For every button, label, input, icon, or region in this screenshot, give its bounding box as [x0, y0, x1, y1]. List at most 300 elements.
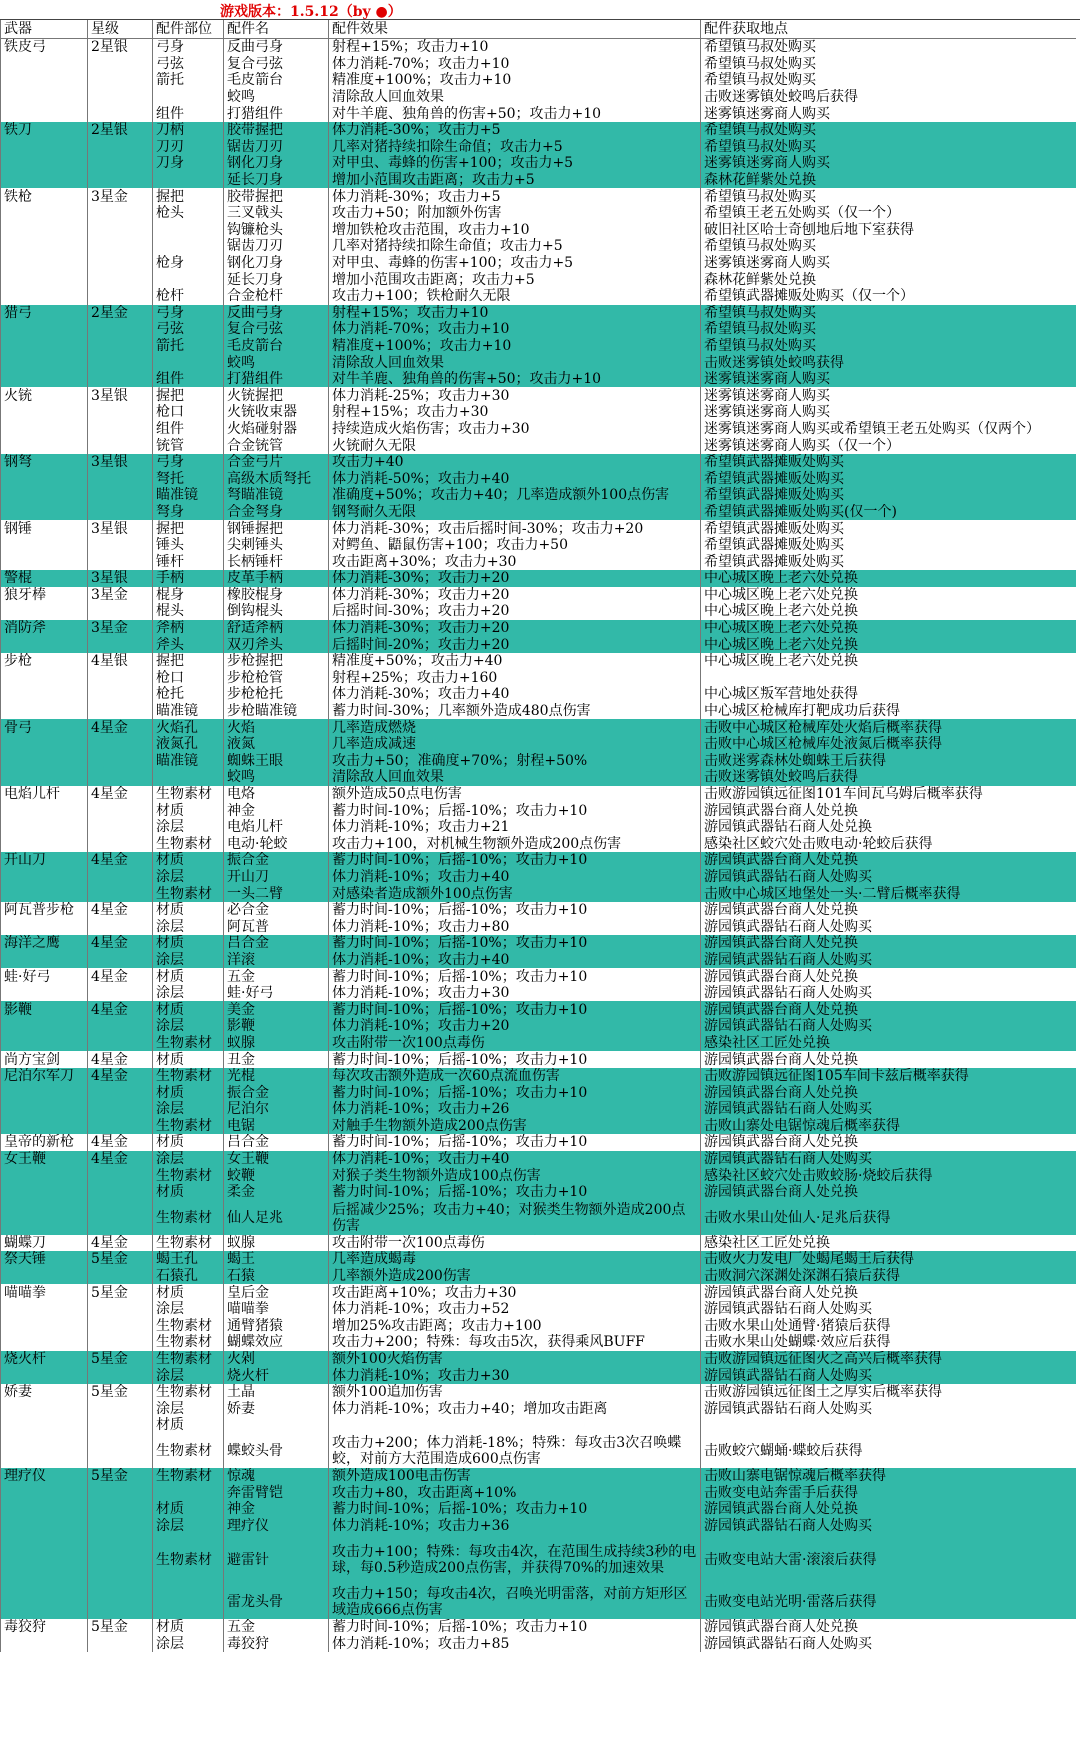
table-row — [1, 487, 1076, 504]
part-source-cell: 击败迷雾镇处蛟鸣后获得 — [701, 89, 1076, 106]
part-effect-cell: 体力消耗-10%；攻击力+21 — [329, 819, 701, 836]
star-cell: 4星金 — [88, 935, 153, 952]
part-name-cell: 胶带握把 — [224, 122, 329, 139]
weapon-cell — [1, 1268, 88, 1285]
star-cell: 2星银 — [88, 39, 153, 56]
table-row — [1, 1318, 1076, 1335]
weapon-cell — [1, 89, 88, 106]
weapon-cell — [1, 354, 88, 371]
part-effect-cell: 攻击力+40 — [329, 454, 701, 471]
table-row — [1, 1068, 1076, 1085]
part-source-cell: 游园镇武器钻石商人处购买 — [701, 1151, 1076, 1168]
weapon-cell — [1, 1367, 88, 1384]
part-slot-cell: 握把 — [153, 653, 224, 670]
part-name-cell: 喵喵拳 — [224, 1301, 329, 1318]
part-slot-cell: 弓身 — [153, 39, 224, 56]
star-cell: 3星银 — [88, 387, 153, 404]
weapon-cell — [1, 836, 88, 853]
part-source-cell: 迷雾镇迷雾商人购买 — [701, 387, 1076, 404]
part-name-cell: 娇妻 — [224, 1401, 329, 1418]
part-effect-cell: 体力消耗-10%；攻击力+36 — [329, 1517, 701, 1534]
part-slot-cell: 刀刃 — [153, 139, 224, 156]
part-slot-cell: 材质 — [153, 1184, 224, 1201]
part-slot-cell: 涂层 — [153, 1018, 224, 1035]
part-effect-cell: 体力消耗-25%；攻击力+30 — [329, 387, 701, 404]
part-name-cell: 火焰碰射器 — [224, 421, 329, 438]
weapon-cell: 铁刀 — [1, 122, 88, 139]
part-effect-cell: 蓄力时间-10%；后摇-10%；攻击力+10 — [329, 1619, 701, 1636]
weapon-cell — [1, 1517, 88, 1534]
part-slot-cell: 生物素材 — [153, 1534, 224, 1585]
part-source-cell: 击败中心城区地堡处一头·二臂后概率获得 — [701, 885, 1076, 902]
weapon-cell — [1, 686, 88, 703]
part-effect-cell: 增加铁枪攻击范围，攻击力+10 — [329, 222, 701, 239]
weapon-cell — [1, 918, 88, 935]
part-name-cell: 倒钩棍头 — [224, 603, 329, 620]
weapon-cell — [1, 504, 88, 521]
part-effect-cell: 攻击力+100；铁枪耐久无限 — [329, 288, 701, 305]
part-effect-cell: 几率造成燃烧 — [329, 719, 701, 736]
part-effect-cell: 射程+15%；攻击力+10 — [329, 39, 701, 56]
weapon-cell: 祭天锤 — [1, 1251, 88, 1268]
part-effect-cell: 几率造成减速 — [329, 736, 701, 753]
weapon-cell — [1, 703, 88, 720]
part-effect-cell: 火铳耐久无限 — [329, 437, 701, 454]
table-row — [1, 205, 1076, 222]
star-cell — [88, 1585, 153, 1619]
weapon-cell: 猎弓 — [1, 305, 88, 322]
part-source-cell: 击败中心城区枪械库处火焰后概率获得 — [701, 719, 1076, 736]
star-cell: 5星金 — [88, 1468, 153, 1485]
weapon-cell — [1, 736, 88, 753]
star-cell: 5星金 — [88, 1619, 153, 1636]
part-source-cell: 感染社区蛟穴处击败蛟肠·烧蛟后获得 — [701, 1167, 1076, 1184]
part-slot-cell — [153, 238, 224, 255]
star-cell — [88, 288, 153, 305]
table-row — [1, 802, 1076, 819]
part-slot-cell: 箭托 — [153, 72, 224, 89]
weapon-cell — [1, 885, 88, 902]
star-cell — [88, 985, 153, 1002]
part-name-cell: 液氮 — [224, 736, 329, 753]
weapon-cell — [1, 603, 88, 620]
part-slot-cell: 弩身 — [153, 504, 224, 521]
part-effect-cell: 攻击力+50；附加额外伤害 — [329, 205, 701, 222]
part-slot-cell: 涂层 — [153, 1151, 224, 1168]
part-name-cell: 电动·轮蛟 — [224, 836, 329, 853]
weapon-cell — [1, 421, 88, 438]
weapon-cell — [1, 404, 88, 421]
part-slot-cell: 瞄准镜 — [153, 753, 224, 770]
star-cell — [88, 1367, 153, 1384]
star-cell — [88, 72, 153, 89]
star-cell — [88, 1517, 153, 1534]
star-cell — [88, 105, 153, 122]
part-slot-cell: 生物素材 — [153, 1351, 224, 1368]
star-cell: 5星金 — [88, 1351, 153, 1368]
table-row — [1, 1619, 1076, 1636]
part-effect-cell: 体力消耗-10%；攻击力+30 — [329, 985, 701, 1002]
part-name-cell: 避雷针 — [224, 1534, 329, 1585]
part-name-cell: 反曲弓身 — [224, 305, 329, 322]
part-name-cell: 奔雷臂铠 — [224, 1484, 329, 1501]
star-cell — [88, 504, 153, 521]
part-name-cell: 振合金 — [224, 1084, 329, 1101]
part-name-cell: 打猎组件 — [224, 105, 329, 122]
part-effect-cell: 体力消耗-10%；攻击力+20 — [329, 1018, 701, 1035]
part-source-cell: 希望镇马叔处购买 — [701, 122, 1076, 139]
part-source-cell: 游园镇武器钻石商人处购买 — [701, 869, 1076, 886]
part-slot-cell: 生物素材 — [153, 786, 224, 803]
table-row — [1, 769, 1076, 786]
part-slot-cell: 材质 — [153, 802, 224, 819]
star-cell: 3星金 — [88, 188, 153, 205]
part-source-cell: 游园镇武器钻石商人处购买 — [701, 1018, 1076, 1035]
weapon-cell: 蝴蝶刀 — [1, 1235, 88, 1252]
table-row — [1, 222, 1076, 239]
header-weapon: 武器 — [1, 20, 88, 39]
table-row — [1, 155, 1076, 172]
star-cell: 4星金 — [88, 1235, 153, 1252]
table-row — [1, 952, 1076, 969]
part-source-cell: 希望镇武器摊贩处购买 — [701, 487, 1076, 504]
part-name-cell: 一头二臂 — [224, 885, 329, 902]
part-effect-cell: 蓄力时间-10%；后摇-10%；攻击力+10 — [329, 935, 701, 952]
part-name-cell: 钢锤握把 — [224, 520, 329, 537]
table-row — [1, 1118, 1076, 1135]
part-source-cell: 希望镇马叔处购买 — [701, 305, 1076, 322]
part-slot-cell: 握把 — [153, 188, 224, 205]
table-row — [1, 255, 1076, 272]
part-name-cell: 步枪瞄准镜 — [224, 703, 329, 720]
part-source-cell: 击败迷雾镇处蛟鸣后获得 — [701, 769, 1076, 786]
part-slot-cell: 弓身 — [153, 305, 224, 322]
part-name-cell: 反曲弓身 — [224, 39, 329, 56]
part-source-cell: 迷雾镇迷雾商人购买 — [701, 255, 1076, 272]
star-cell — [88, 421, 153, 438]
part-name-cell: 吕合金 — [224, 935, 329, 952]
weapon-cell — [1, 172, 88, 189]
part-source-cell: 击败水果山处仙人·足兆后获得 — [701, 1201, 1076, 1235]
part-name-cell: 步枪枪管 — [224, 670, 329, 687]
table-row — [1, 305, 1076, 322]
part-effect-cell: 几率造成蝎毒 — [329, 1251, 701, 1268]
part-effect-cell: 持续造成火焰伤害；攻击力+30 — [329, 421, 701, 438]
part-source-cell: 游园镇武器钻石商人处购买 — [701, 985, 1076, 1002]
part-effect-cell: 体力消耗-30%；攻击后摇时间-30%；攻击力+20 — [329, 520, 701, 537]
part-slot-cell: 材质 — [153, 1084, 224, 1101]
part-source-cell: 游园镇武器台商人处兑换 — [701, 902, 1076, 919]
table-row — [1, 869, 1076, 886]
weapon-cell: 海洋之鹰 — [1, 935, 88, 952]
part-name-cell: 蛟鸣 — [224, 769, 329, 786]
part-name-cell: 毒狡狩 — [224, 1636, 329, 1653]
part-slot-cell: 涂层 — [153, 1301, 224, 1318]
part-name-cell: 蝎王 — [224, 1251, 329, 1268]
star-cell — [88, 371, 153, 388]
weapon-cell — [1, 985, 88, 1002]
part-source-cell — [701, 670, 1076, 687]
star-cell — [88, 1636, 153, 1653]
table-body — [1, 39, 1076, 1653]
part-slot-cell: 生物素材 — [153, 1334, 224, 1351]
part-slot-cell: 铳管 — [153, 437, 224, 454]
part-slot-cell: 锤头 — [153, 537, 224, 554]
part-slot-cell: 涂层 — [153, 1101, 224, 1118]
part-slot-cell: 材质 — [153, 1001, 224, 1018]
part-effect-cell: 体力消耗-50%；攻击力+40 — [329, 470, 701, 487]
table-row — [1, 620, 1076, 637]
star-cell — [88, 703, 153, 720]
star-cell — [88, 404, 153, 421]
part-source-cell: 游园镇武器钻石商人处购买 — [701, 952, 1076, 969]
part-effect-cell: 蓄力时间-10%；后摇-10%；攻击力+10 — [329, 1501, 701, 1518]
table-row — [1, 1051, 1076, 1068]
table-row — [1, 686, 1076, 703]
star-cell: 2星金 — [88, 305, 153, 322]
weapon-cell — [1, 869, 88, 886]
part-name-cell: 合金铳管 — [224, 437, 329, 454]
part-slot-cell: 生物素材 — [153, 1384, 224, 1401]
part-effect-cell: 射程+15%；攻击力+10 — [329, 305, 701, 322]
weapon-cell — [1, 1101, 88, 1118]
part-slot-cell: 枪杆 — [153, 288, 224, 305]
part-effect-cell: 对牛羊鹿、独角兽的伤害+50；攻击力+10 — [329, 105, 701, 122]
weapon-cell — [1, 636, 88, 653]
star-cell — [88, 1118, 153, 1135]
part-name-cell: 土晶 — [224, 1384, 329, 1401]
table-row — [1, 1101, 1076, 1118]
star-cell — [88, 222, 153, 239]
part-effect-cell: 对感染者造成额外100点伤害 — [329, 885, 701, 902]
part-source-cell: 中心城区枪械库打靶成功后获得 — [701, 703, 1076, 720]
part-effect-cell: 蓄力时间-10%；后摇-10%；攻击力+10 — [329, 802, 701, 819]
weapon-cell — [1, 1184, 88, 1201]
part-effect-cell: 对甲虫、毒蜂的伤害+100；攻击力+5 — [329, 255, 701, 272]
table-row — [1, 39, 1076, 56]
part-slot-cell: 瞄准镜 — [153, 487, 224, 504]
part-effect-cell: 增加小范围攻击距离；攻击力+5 — [329, 271, 701, 288]
star-cell — [88, 139, 153, 156]
star-cell: 4星金 — [88, 786, 153, 803]
part-name-cell: 火焰 — [224, 719, 329, 736]
weapon-cell — [1, 1636, 88, 1653]
star-cell — [88, 603, 153, 620]
part-effect-cell: 精准度+50%；攻击力+40 — [329, 653, 701, 670]
part-slot-cell: 弓弦 — [153, 321, 224, 338]
weapon-cell — [1, 802, 88, 819]
star-cell — [88, 354, 153, 371]
part-effect-cell: 攻击力+100，对机械生物额外造成200点伤害 — [329, 836, 701, 853]
star-cell: 4星金 — [88, 1134, 153, 1151]
table-row — [1, 338, 1076, 355]
part-effect-cell: 额外100追加伤害 — [329, 1384, 701, 1401]
part-slot-cell: 组件 — [153, 105, 224, 122]
part-slot-cell: 弩托 — [153, 470, 224, 487]
star-cell: 4星金 — [88, 968, 153, 985]
table-row — [1, 603, 1076, 620]
table-row — [1, 1167, 1076, 1184]
table-row — [1, 1367, 1076, 1384]
weapon-cell: 皇帝的新枪 — [1, 1134, 88, 1151]
part-slot-cell: 弓弦 — [153, 56, 224, 73]
table-row — [1, 1334, 1076, 1351]
star-cell — [88, 553, 153, 570]
part-effect-cell: 蓄力时间-10%；后摇-10%；攻击力+10 — [329, 1134, 701, 1151]
star-cell — [88, 487, 153, 504]
part-name-cell: 吕合金 — [224, 1134, 329, 1151]
weapon-cell: 狼牙棒 — [1, 587, 88, 604]
part-slot-cell: 棍头 — [153, 603, 224, 620]
part-source-cell: 中心城区晚上老六处兑换 — [701, 636, 1076, 653]
table-row — [1, 1501, 1076, 1518]
part-name-cell: 火剁 — [224, 1351, 329, 1368]
star-cell — [88, 255, 153, 272]
part-effect-cell: 对猴子类生物额外造成100点伤害 — [329, 1167, 701, 1184]
table-row — [1, 1517, 1076, 1534]
part-effect-cell: 后摇减少25%；攻击力+40；对猴类生物额外造成200点伤害 — [329, 1201, 701, 1235]
table-row — [1, 587, 1076, 604]
part-slot-cell: 枪头 — [153, 205, 224, 222]
star-cell — [88, 1534, 153, 1585]
weapon-cell: 烧火杆 — [1, 1351, 88, 1368]
part-slot-cell: 握把 — [153, 520, 224, 537]
table-row — [1, 1035, 1076, 1052]
part-effect-cell: 攻击距离+10%；攻击力+30 — [329, 1284, 701, 1301]
star-cell — [88, 172, 153, 189]
star-cell — [88, 1318, 153, 1335]
part-source-cell: 希望镇马叔处购买 — [701, 39, 1076, 56]
part-name-cell: 钢化刀身 — [224, 255, 329, 272]
part-effect-cell: 体力消耗-30%；攻击力+20 — [329, 587, 701, 604]
star-cell — [88, 89, 153, 106]
part-source-cell: 游园镇武器台商人处兑换 — [701, 1619, 1076, 1636]
part-name-cell: 尼泊尔 — [224, 1101, 329, 1118]
part-name-cell: 高级木质弩托 — [224, 470, 329, 487]
star-cell — [88, 952, 153, 969]
part-slot-cell: 材质 — [153, 852, 224, 869]
part-effect-cell: 准确度+50%；攻击力+40；几率造成额外100点伤害 — [329, 487, 701, 504]
part-effect-cell: 额外造成100电击伤害 — [329, 1468, 701, 1485]
part-effect-cell: 清除敌人回血效果 — [329, 769, 701, 786]
part-source-cell: 森林花鲜紫处兑换 — [701, 172, 1076, 189]
weapon-cell — [1, 1484, 88, 1501]
part-effect-cell: 体力消耗-10%；攻击力+40 — [329, 869, 701, 886]
star-cell — [88, 636, 153, 653]
weapon-cell — [1, 139, 88, 156]
star-cell — [88, 537, 153, 554]
part-source-cell: 击败变电站大雷·滚滚后获得 — [701, 1534, 1076, 1585]
weapon-cell — [1, 1334, 88, 1351]
part-effect-cell: 体力消耗-10%；攻击力+40 — [329, 952, 701, 969]
part-slot-cell: 枪身 — [153, 255, 224, 272]
weapon-cell — [1, 1035, 88, 1052]
part-source-cell: 击败游园镇远征图土之厚实后概率获得 — [701, 1384, 1076, 1401]
weapon-cell — [1, 72, 88, 89]
part-name-cell: 皇后金 — [224, 1284, 329, 1301]
part-name-cell: 理疗仪 — [224, 1517, 329, 1534]
star-cell — [88, 56, 153, 73]
part-source-cell: 中心城区晚上老六处兑换 — [701, 587, 1076, 604]
table-row — [1, 1468, 1076, 1485]
star-cell: 5星金 — [88, 1251, 153, 1268]
weapon-cell — [1, 753, 88, 770]
part-name-cell: 蚁腺 — [224, 1035, 329, 1052]
part-name-cell: 皮革手柄 — [224, 570, 329, 587]
part-effect-cell: 射程+25%；攻击力+160 — [329, 670, 701, 687]
part-source-cell: 游园镇武器钻石商人处兑换 — [701, 819, 1076, 836]
part-effect-cell: 体力消耗-30%；攻击力+20 — [329, 620, 701, 637]
table-row — [1, 935, 1076, 952]
part-source-cell: 迷雾镇迷雾商人购买 — [701, 155, 1076, 172]
part-slot-cell: 手柄 — [153, 570, 224, 587]
part-name-cell: 火铳收束器 — [224, 404, 329, 421]
part-slot-cell: 涂层 — [153, 1636, 224, 1653]
star-cell — [88, 1167, 153, 1184]
header-part-name: 配件名 — [224, 20, 329, 39]
table-row — [1, 1251, 1076, 1268]
part-source-cell: 击败游园镇远征图105车间卡兹后概率获得 — [701, 1068, 1076, 1085]
header-part-effect: 配件效果 — [329, 20, 701, 39]
table-row — [1, 421, 1076, 438]
part-slot-cell: 材质 — [153, 1501, 224, 1518]
part-name-cell: 通臂猪猿 — [224, 1318, 329, 1335]
part-source-cell: 希望镇马叔处购买 — [701, 338, 1076, 355]
table-row — [1, 819, 1076, 836]
part-effect-cell: 几率对猪持续扣除生命值；攻击力+5 — [329, 238, 701, 255]
weapon-cell: 毒狡狩 — [1, 1619, 88, 1636]
table-row — [1, 670, 1076, 687]
part-source-cell: 迷雾镇迷雾商人购买 — [701, 404, 1076, 421]
star-cell — [88, 1184, 153, 1201]
star-cell: 3星银 — [88, 454, 153, 471]
weapon-cell — [1, 1401, 88, 1418]
part-name-cell: 蛙·好弓 — [224, 985, 329, 1002]
part-effect-cell: 体力消耗-30%；攻击力+5 — [329, 188, 701, 205]
star-cell — [88, 1434, 153, 1468]
part-slot-cell: 涂层 — [153, 1401, 224, 1418]
star-cell — [88, 338, 153, 355]
table-row — [1, 736, 1076, 753]
star-cell — [88, 1301, 153, 1318]
part-slot-cell: 生物素材 — [153, 1468, 224, 1485]
part-source-cell: 游园镇武器台商人处兑换 — [701, 802, 1076, 819]
part-effect-cell: 攻击力+200；特殊：每攻击5次，获得乘风BUFF — [329, 1334, 701, 1351]
part-name-cell: 烧火杆 — [224, 1367, 329, 1384]
part-source-cell: 击败蛟穴蝴蛹·蝶蛟后获得 — [701, 1434, 1076, 1468]
part-effect-cell: 攻击力+200；体力消耗-18%；特殊：每攻击3次召唤蝶蛟，对前方大范围造成600点伤害 — [329, 1434, 701, 1468]
star-cell — [88, 819, 153, 836]
part-slot-cell: 生物素材 — [153, 885, 224, 902]
part-name-cell: 蝴蝶效应 — [224, 1334, 329, 1351]
table-row — [1, 553, 1076, 570]
part-slot-cell: 刀柄 — [153, 122, 224, 139]
part-source-cell: 中心城区晚上老六处兑换 — [701, 603, 1076, 620]
part-slot-cell: 材质 — [153, 1284, 224, 1301]
part-source-cell — [701, 1417, 1076, 1434]
part-effect-cell: 增加小范围攻击距离；攻击力+5 — [329, 172, 701, 189]
part-name-cell: 蛟鸣 — [224, 354, 329, 371]
part-source-cell: 游园镇武器台商人处兑换 — [701, 1501, 1076, 1518]
part-name-cell: 惊魂 — [224, 1468, 329, 1485]
part-name-cell: 阿瓦普 — [224, 918, 329, 935]
star-cell — [88, 205, 153, 222]
weapon-cell — [1, 1417, 88, 1434]
table-row — [1, 271, 1076, 288]
part-slot-cell: 组件 — [153, 371, 224, 388]
part-source-cell: 游园镇武器台商人处兑换 — [701, 1001, 1076, 1018]
part-slot-cell: 材质 — [153, 1619, 224, 1636]
